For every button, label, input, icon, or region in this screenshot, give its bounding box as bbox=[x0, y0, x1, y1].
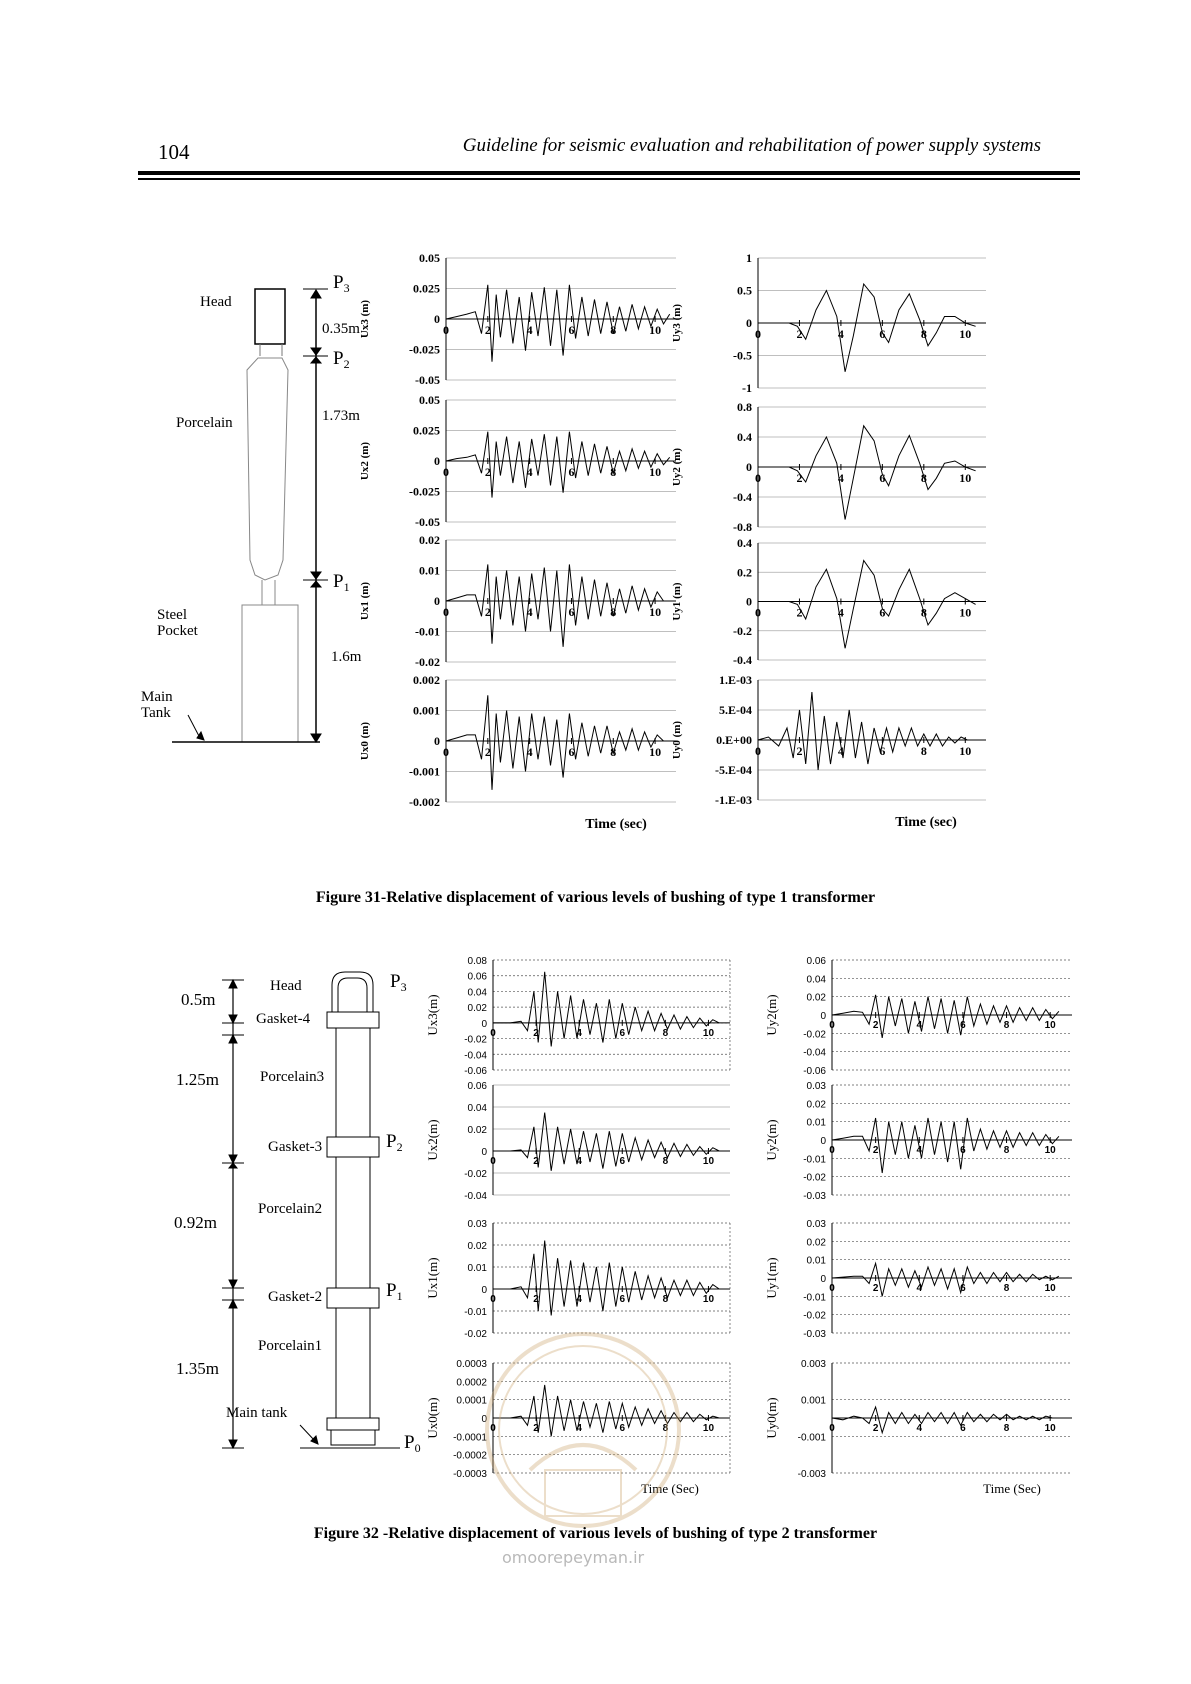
y-tick-label: -0.0001 bbox=[453, 1432, 487, 1444]
y-tick-label: 0 bbox=[481, 1285, 487, 1296]
y-tick-label: 0.04 bbox=[467, 1103, 487, 1114]
x-tick-label: 4 bbox=[837, 605, 844, 620]
x-tick-label: 8 bbox=[920, 744, 927, 758]
y-tick-label: 1.E-03 bbox=[719, 673, 752, 687]
x-tick-label: 2 bbox=[533, 1156, 539, 1167]
point-p2-2: $P_2$ bbox=[386, 1131, 403, 1154]
x-tick-label: 2 bbox=[796, 744, 803, 758]
y-tick-label: 0 bbox=[746, 316, 752, 330]
y-axis-label: Uy1 (m) bbox=[671, 582, 683, 621]
y-tick-label: -0.5 bbox=[733, 348, 752, 363]
y-tick-label: 0.08 bbox=[467, 956, 487, 967]
x-tick-label: 8 bbox=[662, 1156, 669, 1167]
x-tick-label: 4 bbox=[916, 1423, 923, 1434]
x-tick-label: 8 bbox=[610, 745, 617, 759]
x-tick-label: 4 bbox=[526, 323, 533, 337]
y-axis-label: Uy2(m) bbox=[764, 1119, 779, 1161]
y-axis-label: Ux1(m) bbox=[425, 1257, 440, 1299]
x-tick-label: 10 bbox=[649, 465, 662, 479]
dim-1-35m: 1.35m bbox=[176, 1359, 219, 1378]
y-tick-label: 0.03 bbox=[806, 1219, 826, 1230]
x-tick-label: 10 bbox=[649, 745, 662, 759]
x-tick-label: 0 bbox=[755, 605, 761, 620]
x-tick-label: 4 bbox=[837, 327, 844, 341]
x-tick-label: 2 bbox=[796, 327, 803, 341]
x-tick-label: 0 bbox=[490, 1423, 496, 1434]
x-tick-label: 0 bbox=[755, 471, 761, 485]
y-tick-label: 0 bbox=[820, 1136, 826, 1147]
x-tick-label: 0 bbox=[755, 744, 761, 758]
x-tick-label: 2 bbox=[484, 465, 491, 479]
y-tick-label: 0.001 bbox=[413, 703, 440, 718]
x-tick-label: 4 bbox=[576, 1156, 582, 1167]
y-axis-label: Ux1 (m) bbox=[359, 581, 371, 621]
y-tick-label: -0.0003 bbox=[453, 1469, 487, 1480]
x-tick-label: 4 bbox=[916, 1283, 923, 1294]
label-porcelain1: Porcelain1 bbox=[258, 1338, 323, 1354]
y-tick-label: -0.02 bbox=[803, 1172, 826, 1184]
y-tick-label: 0.05 bbox=[419, 393, 440, 407]
label-main-tank: Main tank bbox=[226, 1405, 288, 1421]
y-axis-label: Uy0(m) bbox=[764, 1397, 779, 1439]
page-number: 104 bbox=[158, 140, 190, 164]
point-p3-2: $P_3$ bbox=[390, 971, 407, 994]
x-tick-label: 10 bbox=[959, 744, 972, 758]
y-axis-label: Ux3(m) bbox=[425, 994, 440, 1036]
y-tick-label: 0.003 bbox=[800, 1359, 826, 1370]
y-tick-label: -0.04 bbox=[464, 1050, 487, 1062]
x-tick-label: 4 bbox=[916, 1020, 923, 1031]
x-tick-label: 8 bbox=[610, 605, 617, 619]
x-tick-label: 0 bbox=[829, 1020, 835, 1031]
y-tick-label: 0.06 bbox=[467, 1081, 487, 1092]
x-tick-label: 6 bbox=[879, 744, 886, 758]
x-tick-label: 4 bbox=[576, 1294, 582, 1305]
y-tick-label: 0.02 bbox=[467, 1125, 487, 1136]
x-tick-label: 6 bbox=[568, 323, 575, 337]
y-tick-label: 0.2 bbox=[737, 565, 752, 580]
x-tick-label: 4 bbox=[576, 1027, 582, 1039]
y-tick-label: -0.03 bbox=[803, 1329, 826, 1340]
x-tick-label: 10 bbox=[702, 1423, 715, 1434]
x-tick-label: 8 bbox=[920, 471, 927, 485]
x-tick-label: 8 bbox=[662, 1294, 669, 1305]
y-tick-label: 0 bbox=[481, 1414, 487, 1425]
y-tick-label: -0.06 bbox=[464, 1066, 487, 1077]
x-tick-label: 6 bbox=[879, 605, 886, 620]
y-tick-label: 0.01 bbox=[467, 1263, 487, 1274]
y-tick-label: -0.02 bbox=[415, 655, 440, 669]
dim-0-92m: 0.92m bbox=[174, 1213, 217, 1232]
y-tick-label: 0.4 bbox=[737, 430, 752, 444]
y-tick-label: 0 bbox=[481, 1147, 487, 1158]
x-tick-label: 6 bbox=[568, 605, 575, 619]
x-tick-label: 2 bbox=[484, 323, 491, 337]
x-tick-label: 8 bbox=[662, 1027, 669, 1039]
x-tick-label: 8 bbox=[662, 1423, 669, 1434]
y-axis-label: Ux2(m) bbox=[425, 1119, 440, 1161]
x-tick-label: 8 bbox=[610, 323, 617, 337]
y-tick-label: 0.02 bbox=[806, 992, 826, 1004]
x-tick-label: 10 bbox=[1044, 1145, 1056, 1156]
point-p0: $P_0$ bbox=[404, 1432, 421, 1455]
y-tick-label: -0.025 bbox=[409, 484, 440, 499]
y-tick-label: 0.02 bbox=[419, 533, 440, 547]
x-tick-label: 6 bbox=[879, 471, 886, 485]
x-tick-label: 4 bbox=[526, 605, 533, 619]
y-tick-label: 0.02 bbox=[467, 1003, 487, 1015]
label-porcelain3: Porcelain3 bbox=[260, 1069, 325, 1085]
y-tick-label: 0 bbox=[434, 312, 440, 326]
y-tick-label: 0 bbox=[820, 1274, 826, 1285]
y-tick-label: 0.02 bbox=[806, 1099, 826, 1111]
y-tick-label: -0.2 bbox=[733, 623, 752, 638]
y-tick-label: -0.003 bbox=[797, 1469, 826, 1480]
x-tick-label: 8 bbox=[920, 605, 927, 620]
x-tick-label: 10 bbox=[959, 327, 972, 341]
y-tick-label: -0.02 bbox=[803, 1029, 826, 1041]
label-gasket-3: Gasket-3 bbox=[268, 1139, 323, 1155]
x-tick-label: 8 bbox=[1003, 1145, 1010, 1156]
x-tick-label: 2 bbox=[796, 471, 803, 485]
point-p3: $P_3$ bbox=[333, 272, 350, 295]
y-tick-label: 0.06 bbox=[467, 971, 487, 983]
y-tick-label: -0.001 bbox=[797, 1432, 826, 1444]
x-tick-label: 0 bbox=[829, 1145, 835, 1156]
x-tick-label: 6 bbox=[960, 1423, 966, 1434]
y-tick-label: -0.0002 bbox=[453, 1450, 487, 1462]
x-tick-label: 4 bbox=[526, 465, 533, 479]
y-axis-label: Uy0 (m) bbox=[671, 720, 683, 760]
x-tick-label: 10 bbox=[702, 1156, 715, 1167]
y-tick-label: -0.01 bbox=[464, 1307, 487, 1318]
figure31-caption: Figure 31-Relative displacement of various levels of bushing of type 1 transformer bbox=[315, 889, 876, 906]
y-tick-label: -0.02 bbox=[464, 1329, 487, 1340]
x-tick-label: 10 bbox=[649, 323, 662, 337]
y-tick-label: 0.025 bbox=[413, 423, 440, 438]
x-tick-label: 0 bbox=[443, 745, 449, 759]
y-tick-label: 0 bbox=[820, 1011, 826, 1022]
label-main: Main bbox=[141, 689, 173, 705]
y-axis-label: Uy1(m) bbox=[764, 1257, 779, 1299]
x-tick-label: 6 bbox=[960, 1020, 966, 1031]
y-tick-label: 0.01 bbox=[419, 563, 440, 578]
y-tick-label: -0.01 bbox=[803, 1154, 826, 1166]
y-tick-label: 0.8 bbox=[737, 400, 752, 414]
y-tick-label: 0 bbox=[746, 594, 752, 609]
y-tick-label: 1 bbox=[746, 251, 752, 265]
x-tick-label: 10 bbox=[959, 471, 972, 485]
x-tick-label: 2 bbox=[872, 1145, 879, 1156]
y-tick-label: -0.001 bbox=[409, 764, 440, 779]
x-tick-label: 0 bbox=[490, 1156, 496, 1167]
x-tick-label: 2 bbox=[484, 605, 491, 619]
y-tick-label: 0 bbox=[434, 734, 440, 748]
x-tick-label: 0 bbox=[443, 323, 449, 337]
x-tick-label: 4 bbox=[837, 471, 844, 485]
x-axis-label: Time (Sec) bbox=[983, 1481, 1041, 1496]
point-p2: $P_2$ bbox=[333, 348, 350, 371]
x-tick-label: 2 bbox=[872, 1423, 879, 1434]
y-tick-label: -0.04 bbox=[803, 1047, 826, 1059]
y-tick-label: 0 bbox=[434, 594, 440, 608]
y-axis-label: Uy2(m) bbox=[764, 994, 779, 1036]
label-pocket: Pocket bbox=[157, 623, 198, 639]
x-tick-label: 2 bbox=[533, 1423, 539, 1434]
y-tick-label: 0.01 bbox=[806, 1255, 826, 1267]
y-tick-label: 0.02 bbox=[467, 1241, 487, 1252]
y-tick-label: -0.05 bbox=[415, 373, 440, 387]
y-tick-label: 0.0001 bbox=[456, 1395, 487, 1407]
y-axis-label: Uy3 (m) bbox=[671, 303, 683, 343]
y-tick-label: 0 bbox=[434, 454, 440, 468]
y-tick-label: -0.06 bbox=[803, 1066, 826, 1077]
y-tick-label: -0.8 bbox=[733, 520, 752, 534]
x-tick-label: 0 bbox=[755, 327, 761, 341]
point-p1-2: $P_1$ bbox=[386, 1280, 403, 1303]
x-tick-label: 0 bbox=[490, 1027, 496, 1039]
running-title: Guideline for seismic evaluation and rehabilitation of power supply systems bbox=[462, 135, 1041, 156]
x-tick-label: 2 bbox=[872, 1020, 879, 1031]
y-tick-label: 0.002 bbox=[413, 673, 440, 687]
y-tick-label: -0.002 bbox=[409, 795, 440, 809]
x-tick-label: 6 bbox=[960, 1145, 966, 1156]
y-axis-label: Uy2 (m) bbox=[671, 447, 683, 487]
label-gasket-4: Gasket-4 bbox=[256, 1011, 311, 1027]
label-steel: Steel bbox=[157, 607, 187, 623]
x-tick-label: 8 bbox=[1003, 1423, 1010, 1434]
dim-1-6m: 1.6m bbox=[331, 649, 362, 665]
x-tick-label: 6 bbox=[879, 327, 886, 341]
x-tick-label: 2 bbox=[872, 1283, 879, 1294]
x-tick-label: 2 bbox=[796, 605, 803, 620]
y-tick-label: -0.4 bbox=[733, 653, 752, 667]
x-tick-label: 8 bbox=[1003, 1020, 1010, 1031]
y-axis-label: Ux0(m) bbox=[425, 1397, 440, 1439]
y-tick-label: -0.02 bbox=[464, 1169, 487, 1180]
y-tick-label: 0.06 bbox=[806, 956, 826, 967]
label-gasket-2: Gasket-2 bbox=[268, 1289, 323, 1305]
y-tick-label: 0.05 bbox=[419, 251, 440, 265]
y-tick-label: 0.03 bbox=[467, 1219, 487, 1230]
x-tick-label: 8 bbox=[610, 465, 617, 479]
y-tick-label: -0.03 bbox=[803, 1191, 826, 1202]
label-head: Head bbox=[200, 294, 232, 310]
x-tick-label: 2 bbox=[533, 1294, 539, 1305]
y-tick-label: -0.02 bbox=[803, 1310, 826, 1322]
y-tick-label: -0.05 bbox=[415, 515, 440, 529]
y-axis-label: Ux2 (m) bbox=[359, 441, 371, 481]
figure32-caption: Figure 32 -Relative displacement of various levels of bushing of type 2 transformer bbox=[313, 1525, 878, 1542]
x-tick-label: 6 bbox=[619, 1027, 626, 1039]
y-tick-label: 0.01 bbox=[806, 1117, 826, 1129]
x-tick-label: 2 bbox=[533, 1027, 539, 1039]
y-tick-label: 0 bbox=[746, 460, 752, 474]
y-tick-label: -0.4 bbox=[733, 490, 752, 504]
y-tick-label: -5.E-04 bbox=[715, 763, 752, 777]
y-tick-label: 0.02 bbox=[806, 1237, 826, 1249]
y-tick-label: 0.E+00 bbox=[716, 733, 752, 747]
label-porcelain2: Porcelain2 bbox=[258, 1201, 323, 1217]
x-tick-label: 10 bbox=[1044, 1423, 1056, 1434]
y-tick-label: 0 bbox=[481, 1018, 487, 1030]
y-axis-label: Ux3 (m) bbox=[359, 299, 371, 339]
x-tick-label: 8 bbox=[920, 327, 927, 341]
x-tick-label: 4 bbox=[576, 1423, 582, 1434]
x-tick-label: 6 bbox=[619, 1423, 626, 1434]
x-tick-label: 6 bbox=[619, 1294, 626, 1305]
x-tick-label: 4 bbox=[916, 1145, 923, 1156]
y-axis-label: Ux0 (m) bbox=[359, 721, 371, 761]
x-tick-label: 10 bbox=[702, 1027, 715, 1039]
y-tick-label: 0.0002 bbox=[456, 1377, 487, 1389]
y-tick-label: 0.03 bbox=[806, 1081, 826, 1092]
x-tick-label: 6 bbox=[619, 1156, 626, 1167]
y-tick-label: 0.04 bbox=[806, 974, 826, 986]
y-tick-label: -0.01 bbox=[415, 624, 440, 639]
y-tick-label: 0.025 bbox=[413, 281, 440, 296]
x-axis-label: Time (sec) bbox=[585, 817, 647, 832]
y-tick-label: -1 bbox=[742, 381, 752, 395]
x-tick-label: 10 bbox=[702, 1294, 715, 1305]
y-tick-label: -0.02 bbox=[464, 1034, 487, 1046]
y-tick-label: 0.5 bbox=[737, 283, 752, 298]
x-tick-label: 6 bbox=[960, 1283, 966, 1294]
x-tick-label: 0 bbox=[490, 1294, 496, 1305]
point-p1: $P_1$ bbox=[333, 571, 350, 594]
dim-1-25m: 1.25m bbox=[176, 1070, 219, 1089]
dim-0-35m: 0.35m bbox=[322, 321, 360, 337]
y-tick-label: -0.01 bbox=[803, 1292, 826, 1304]
dim-1-73m: 1.73m bbox=[322, 408, 360, 424]
y-tick-label: -0.04 bbox=[464, 1191, 487, 1202]
x-tick-label: 10 bbox=[1044, 1020, 1056, 1031]
dim-0-5m: 0.5m bbox=[181, 990, 216, 1009]
y-tick-label: 0.0003 bbox=[456, 1359, 487, 1370]
x-tick-label: 10 bbox=[1044, 1283, 1056, 1294]
x-tick-label: 4 bbox=[526, 745, 533, 759]
watermark-site: omoorepeyman.ir bbox=[502, 1548, 645, 1567]
x-axis-label: Time (sec) bbox=[895, 815, 957, 830]
x-tick-label: 6 bbox=[568, 465, 575, 479]
x-tick-label: 0 bbox=[443, 465, 449, 479]
x-tick-label: 10 bbox=[649, 605, 662, 619]
x-axis-label: Time (Sec) bbox=[641, 1481, 699, 1496]
x-tick-label: 0 bbox=[829, 1423, 835, 1434]
y-tick-label: 0.001 bbox=[800, 1395, 826, 1407]
label-porcelain: Porcelain bbox=[176, 415, 233, 431]
y-tick-label: -0.025 bbox=[409, 342, 440, 357]
x-tick-label: 0 bbox=[443, 605, 449, 619]
label-tank: Tank bbox=[141, 705, 171, 721]
x-tick-label: 8 bbox=[1003, 1283, 1010, 1294]
y-tick-label: 5.E-04 bbox=[719, 703, 752, 717]
label-head-2: Head bbox=[270, 978, 302, 994]
x-tick-label: 0 bbox=[829, 1283, 835, 1294]
x-tick-label: 6 bbox=[568, 745, 575, 759]
y-tick-label: -1.E-03 bbox=[715, 793, 752, 807]
x-tick-label: 2 bbox=[484, 745, 491, 759]
x-tick-label: 4 bbox=[837, 744, 844, 758]
x-tick-label: 10 bbox=[959, 605, 972, 620]
y-tick-label: 0.4 bbox=[737, 536, 752, 550]
y-tick-label: 0.04 bbox=[467, 987, 487, 999]
